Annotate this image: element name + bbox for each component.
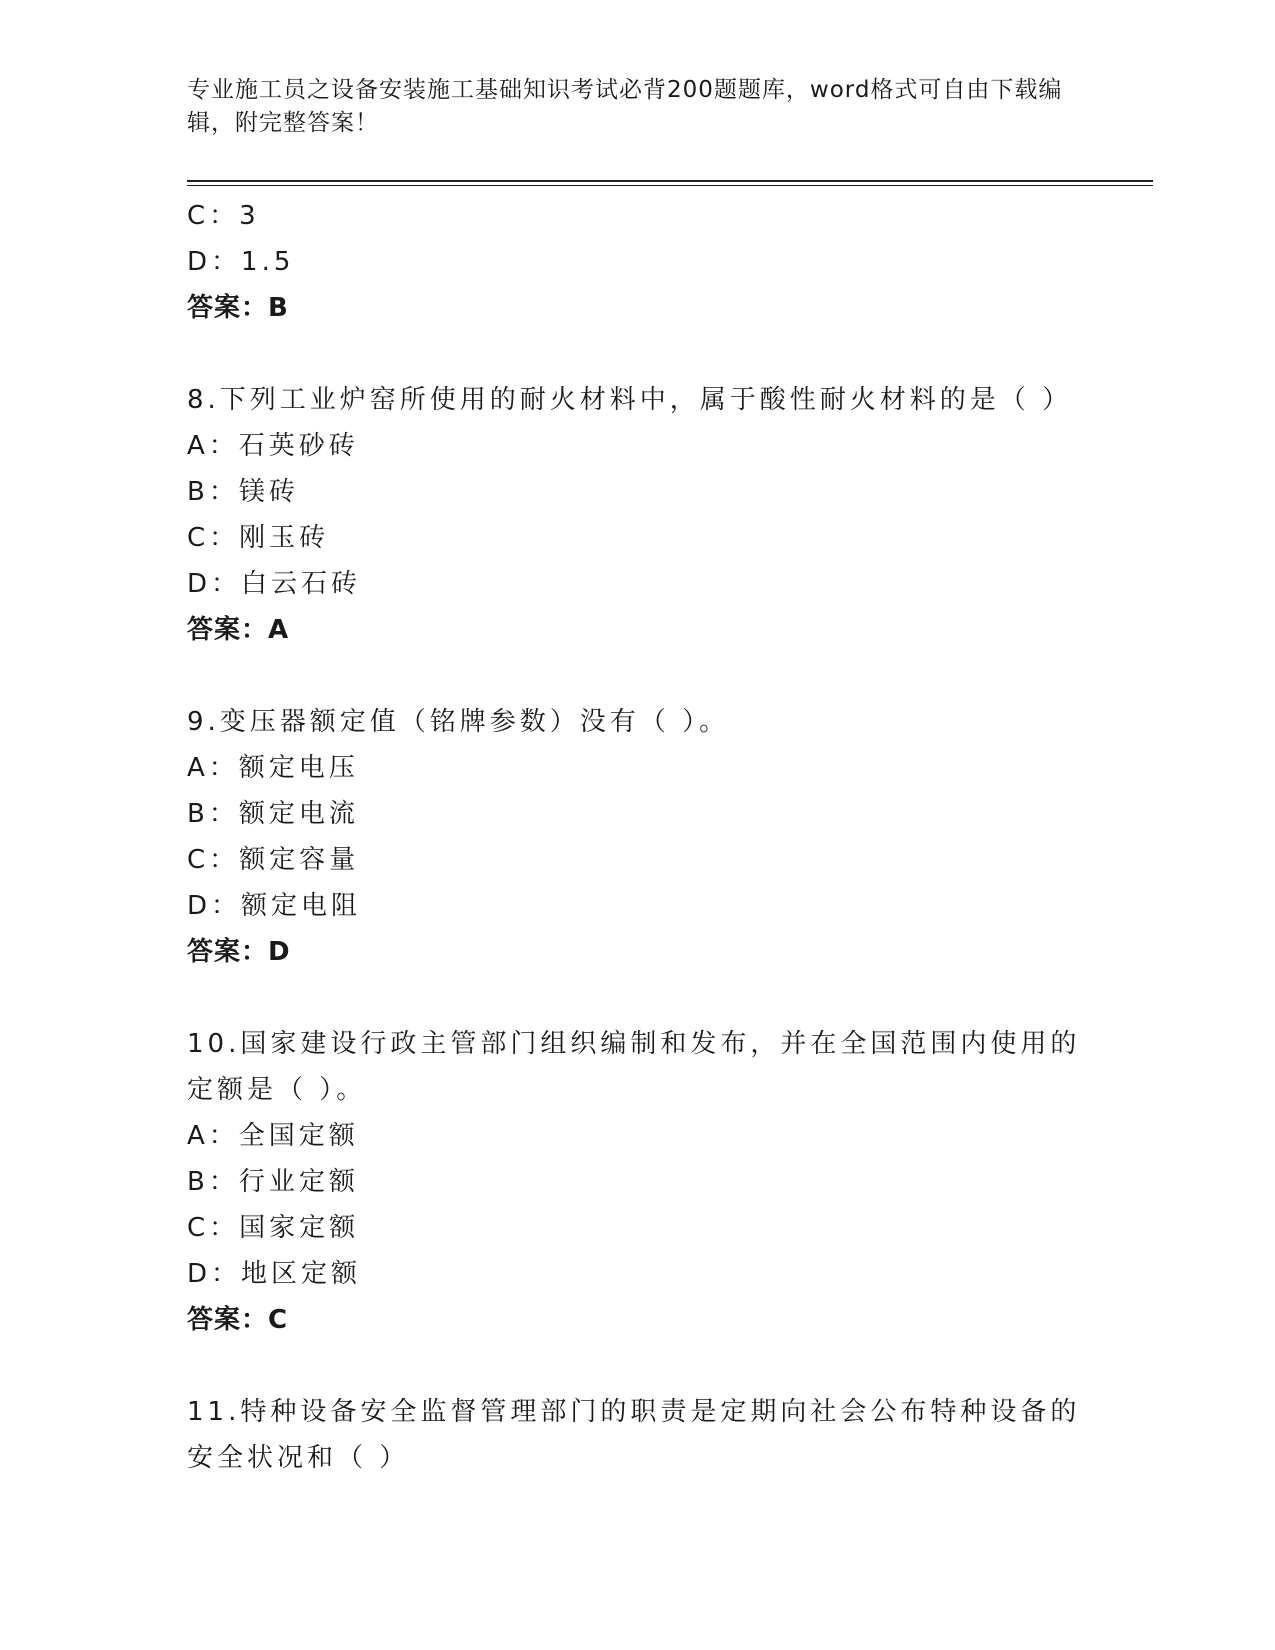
- option-d: D：1.5: [187, 247, 295, 277]
- question-stem: 9.变压器额定值（铭牌参数）没有（ ）。: [187, 707, 730, 737]
- option-a: A：全国定额: [187, 1121, 359, 1151]
- option-d: D：地区定额: [187, 1259, 362, 1289]
- document-title: 专业施工员之设备安装施工基础知识考试必背200题题库，word格式可自由下载编辑，附完整答案！: [187, 77, 1063, 136]
- option-c: C：额定容量: [187, 845, 360, 875]
- header-divider-thick: [187, 180, 1153, 182]
- answer-line: 答案：C: [187, 1305, 289, 1335]
- question-11: [187, 1389, 1087, 1481]
- question-10: [187, 1021, 1087, 1343]
- previous-question-tail: [187, 193, 1087, 331]
- question-9: [187, 699, 1087, 975]
- answer-line: 答案：D: [187, 937, 291, 967]
- option-c: C：3: [187, 201, 260, 231]
- page-header: [187, 74, 1087, 140]
- answer-line: 答案：A: [187, 615, 290, 645]
- option-a: A：额定电压: [187, 753, 359, 783]
- option-c: C：国家定额: [187, 1213, 360, 1243]
- question-stem: 8.下列工业炉窑所使用的耐火材料中，属于酸性耐火材料的是（ ）: [187, 385, 1073, 415]
- option-b: B：行业定额: [187, 1167, 359, 1197]
- option-b: B：镁砖: [187, 477, 299, 507]
- option-b: B：额定电流: [187, 799, 359, 829]
- answer-line: 答案：B: [187, 293, 289, 323]
- question-8: [187, 377, 1087, 653]
- option-a: A：石英砂砖: [187, 431, 359, 461]
- question-list: [187, 193, 1087, 1481]
- option-c: C：刚玉砖: [187, 523, 330, 553]
- option-d: D：白云石砖: [187, 569, 362, 599]
- option-d: D：额定电阻: [187, 891, 362, 921]
- question-stem: 11.特种设备安全监督管理部门的职责是定期向社会公布特种设备的安全状况和（ ）: [187, 1397, 1081, 1473]
- question-stem: 10.国家建设行政主管部门组织编制和发布，并在全国范围内使用的定额是（ ）。: [187, 1029, 1081, 1105]
- header-divider-thin: [187, 185, 1153, 186]
